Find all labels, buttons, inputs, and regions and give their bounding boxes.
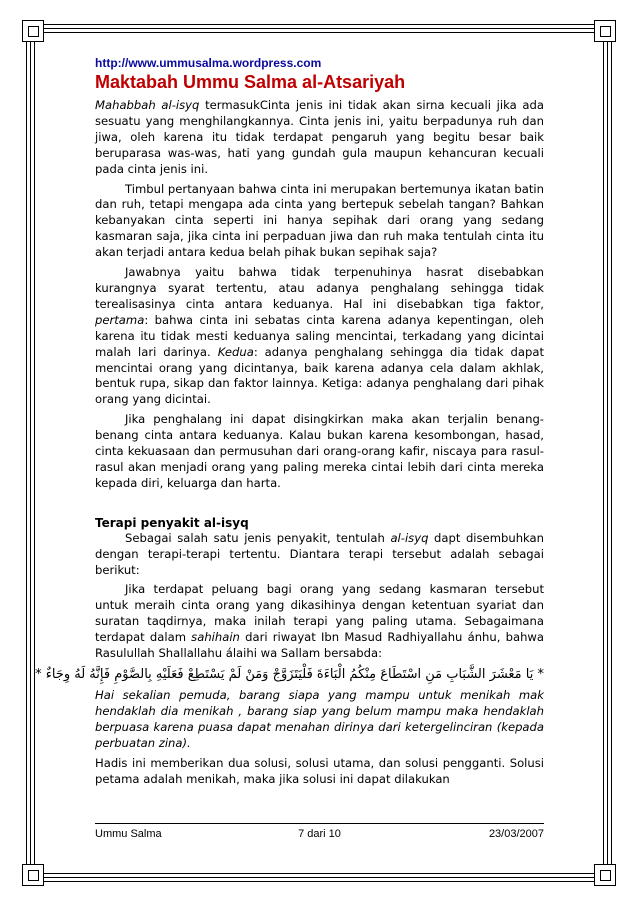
- border-corner-ornament: [22, 20, 44, 42]
- footer-author: Ummu Salma: [95, 828, 162, 840]
- page-content: [35, 56, 545, 787]
- hadith-translation: Hai sekalian pemuda, barang siapa yang mampu untuk menikah mak hendaklah dia menikah , barang siap yang belum mampu maka hendaklah berpuasa karena puasa dapat menahan dirinya dari ketergelinciran (kepada perbuatan zina).: [95, 688, 544, 750]
- paragraph-7: Hadis ini memberikan dua solusi, solusi utama, dan solusi pengganti. Solusi petama adalah menikah, maka jika solusi ini dapat dilakukan: [95, 755, 544, 786]
- border-corner-ornament: [594, 864, 616, 886]
- footer-page-number: 7 dari 10: [298, 828, 341, 840]
- paragraph-1: Mahabbah al-isyq termasukCinta jenis ini tidak akan sirna kecuali jika ada sesuatu yang menghilangkannya. Cinta jenis ini, yaitu berpadunya ruh dan jiwa, oleh karena itu tidak terdapat pengaruh yang begitu besar baik beruparasa was-was, hati yang gundah gula maupun kehancuran kecuali pada cinta jenis ini.: [95, 98, 544, 176]
- paragraph-5: Sebagai salah satu jenis penyakit, tentulah al-isyq dapt disembuhkan dengan terapi-terapi tertentu. Diantara terapi tersebut adalah sebagai berikut:: [95, 530, 545, 577]
- paragraph-6: Jika terdapat peluang bagi orang yang sedang kasmaran tersebut untuk meraih cinta orang yang dikasihinya dengan ketentuan syariat dan suratan taqdirnya, maka inilah terapi yang paling utama. Sebagaimana terdapat dalam sahihain dari riwayat Ibn Masud Radhiyallahu ánhu, bahwa Rasulullah Shallallahu álaihi wa Sallam bersabda:: [95, 582, 545, 661]
- section-heading: Terapi penyakit al-isyq: [95, 515, 249, 530]
- paragraph-2: Timbul pertanyaan bahwa cinta ini merupakan bertemunya ikatan batin dan ruh, tetapi mengapa ada cinta yang bertepuk sebelah tangan? Bahkan kebanyakan cinta seperti ini hanya sepihak dari orang yang sedang kasmaran saja, jika cinta ini perpaduan jiwa dan ruh maka tentulah cinta itu akan terjadi antara kedua belah pihak bukan sepihak saja?: [95, 181, 544, 260]
- site-title: Maktabah Ummu Salma al-Atsariyah: [95, 72, 406, 92]
- header-url[interactable]: http://www.ummusalma.wordpress.com: [95, 56, 322, 70]
- term-mahabbah: Mahabbah al-isyq: [95, 98, 200, 112]
- border-corner-ornament: [22, 864, 44, 886]
- page-footer: [95, 823, 544, 840]
- paragraph-4: Jika penghalang ini dapat disingkirkan maka akan terjalin benang-benang cinta antara keduanya. Kalau bukan karena kesombongan, hasad, cinta kekuasaan dan permusuhan dari orang-orang kafir, niscaya para rasul-rasul akan menjadi orang yang paling mereka cintai lebih dari cinta mereka kepada diri, keluarga dan harta.: [95, 412, 544, 490]
- border-corner-ornament: [594, 20, 616, 42]
- hadith-arabic-text: * يَا مَعْشَرَ الشَّبَابِ مَنِ اسْتَطَاعَ مِنْكُمُ الْبَاءَةَ فَلْيَتَزَوَّجْ وَمَنْ لَمْ يَسْتَطِعْ فَعَلَيْهِ بِالصَّوْمِ فَإِنَّهُ لَهُ وِجَاءٌ *: [35, 667, 544, 682]
- paragraph-3: Jawabnya yaitu bahwa tidak terpenuhinya hasrat disebabkan kurangnya syarat tertentu, atau adanya penghalang sehingga tidak terealisasinya cinta antara keduanya. Hal ini disebabkan tiga faktor, pertama: bahwa cinta ini sebatas cinta karena adanya kepentingan, oleh karena itu tidak mesti keduanya saling mencintai, terkadang yang dicintai malah lari darinya. Kedua: adanya penghalang sehingga dia tidak dapat mencintai orang yang dicintanya, baik karena adanya cela dalam akhlak, bentuk rupa, sikap dan faktor lainnya. Ketiga: adanya penghalang dari pihak orang yang dicintai.: [95, 265, 544, 407]
- footer-date: 23/03/2007: [488, 828, 544, 840]
